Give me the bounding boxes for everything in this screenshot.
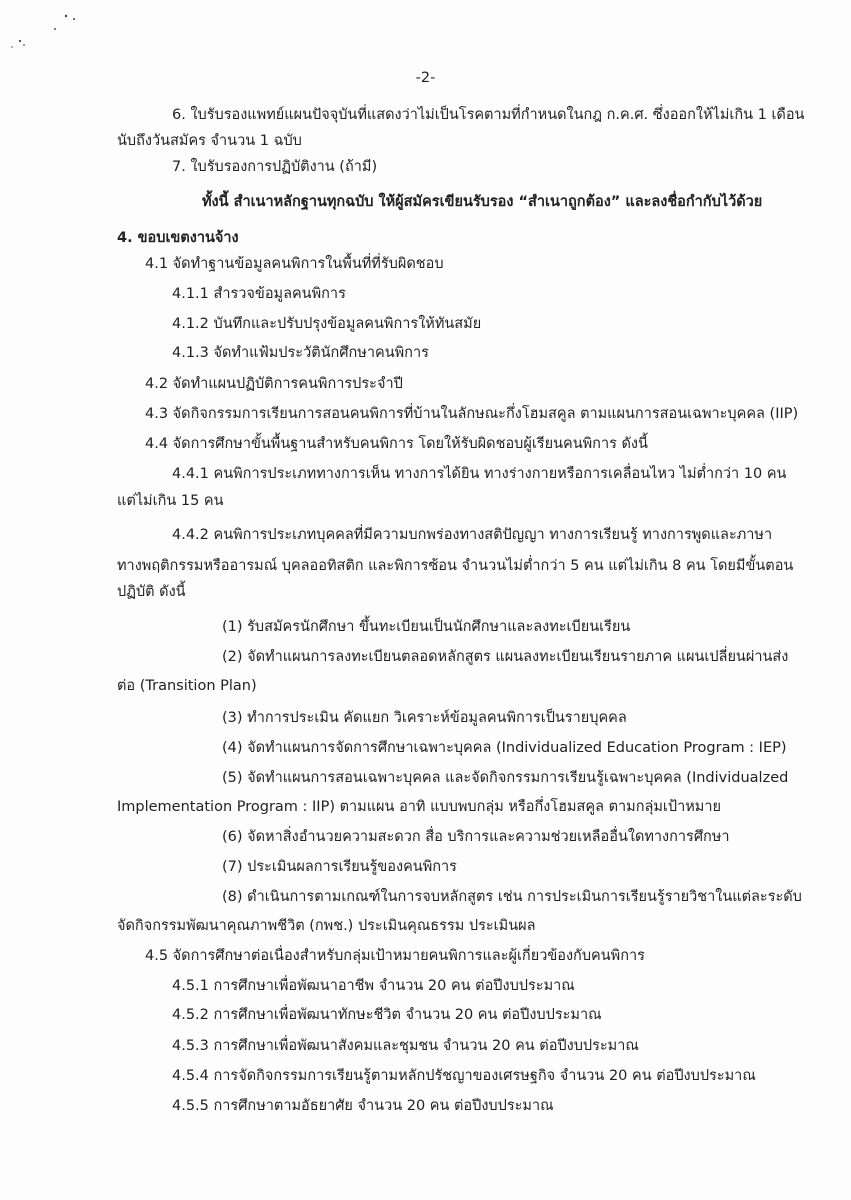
text-line: (6) จัดหาสิ่งอำนวยความสะดวก สื่อ บริการและความช่วยเหลืออื่นใดทางการศึกษา [222, 829, 730, 845]
text-line: 4.4.2 คนพิการประเภทบุคคลที่มีความบกพร่องทางสติปัญญา ทางการเรียนรู้ ทางการพูดและภาษา [172, 527, 773, 543]
text-line: (7) ประเมินผลการเรียนรู้ของคนพิการ [222, 859, 457, 875]
text-line: 4.5.4 การจัดกิจกรรมการเรียนรู้ตามหลักปรัชญาของเศรษฐกิจ จำนวน 20 คน ต่อปีงบประมาณ [172, 1068, 756, 1084]
section-heading: 4. ขอบเขตงานจ้าง [117, 230, 239, 246]
text-line: (5) จัดทำแผนการสอนเฉพาะบุคคล และจัดกิจกรรมการเรียนรู้เฉพาะบุคคล (Individualzed [222, 770, 789, 786]
text-line: แต่ไม่เกิน 15 คน [117, 493, 224, 509]
text-line: 4.1.2 บันทึกและปรับปรุงข้อมูลคนพิการให้ทันสมัย [172, 316, 482, 332]
text-line: (4) จัดทำแผนการจัดการศึกษาเฉพาะบุคคล (Individualized Education Program : IEP) [222, 740, 787, 756]
text-line: 4.1.1 สำรวจข้อมูลคนพิการ [172, 286, 346, 302]
text-line: 4.5.1 การศึกษาเพื่อพัฒนาอาชีพ จำนวน 20 คน ต่อปีงบประมาณ [172, 978, 575, 994]
text-line: 4.5.3 การศึกษาเพื่อพัฒนาสังคมและชุมชน จำนวน 20 คน ต่อปีงบประมาณ [172, 1038, 639, 1054]
text-line: 6. ใบรับรองแพทย์แผนปัจจุบันที่แสดงว่าไม่เป็นโรคตามที่กำหนดในกฎ ก.ค.ศ. ซึ่งออกให้ไม่เกิน 1 เดือน [172, 107, 805, 123]
scan-speck-marks [8, 10, 78, 50]
text-line: 4.5.5 การศึกษาตามอัธยาศัย จำนวน 20 คน ต่อปีงบประมาณ [172, 1098, 554, 1114]
page-number: -2- [415, 70, 436, 86]
text-line: 4.4.1 คนพิการประเภททางการเห็น ทางการได้ยิน ทางร่างกายหรือการเคลื่อนไหว ไม่ต่ำกว่า 10 คน [172, 466, 787, 482]
text-line: 4.4 จัดการศึกษาขั้นพื้นฐานสำหรับคนพิการ โดยให้รับผิดชอบผู้เรียนคนพิการ ดังนี้ [145, 436, 648, 452]
text-line: (1) รับสมัครนักศึกษา ขึ้นทะเบียนเป็นนักศึกษาและลงทะเบียนเรียน [222, 619, 631, 635]
notice-line: ทั้งนี้ สำเนาหลักฐานทุกฉบับ ให้ผู้สมัครเขียนรับรอง “สำเนาถูกต้อง” และลงชื่อกำกับไว้ด้วย [202, 194, 763, 210]
text-line: (3) ทำการประเมิน คัดแยก วิเคราะห์ข้อมูลคนพิการเป็นรายบุคคล [222, 710, 627, 726]
text-line: (2) จัดทำแผนการลงทะเบียนตลอดหลักสูตร แผนลงทะเบียนเรียนรายภาค แผนเปลี่ยนผ่านส่ง [222, 649, 789, 665]
text-line: จัดกิจกรรมพัฒนาคุณภาพชีวิต (กพช.) ประเมินคุณธรรม ประเมินผล [117, 918, 536, 934]
text-line: 4.5 จัดการศึกษาต่อเนื่องสำหรับกลุ่มเป้าหมายคนพิการและผู้เกี่ยวข้องกับคนพิการ [145, 948, 645, 964]
text-line: 4.1.3 จัดทำแฟ้มประวัตินักศึกษาคนพิการ [172, 345, 429, 361]
text-line: Implementation Program : IIP) ตามแผน อาทิ แบบพบกลุ่ม หรือกึ่งโฮมสคูล ตามกลุ่มเป้าหมาย [117, 799, 721, 815]
text-line: ต่อ (Transition Plan) [117, 678, 257, 694]
text-line: 4.3 จัดกิจกรรมการเรียนการสอนคนพิการที่บ้านในลักษณะกึ่งโฮมสคูล ตามแผนการสอนเฉพาะบุคคล (IIP) [145, 406, 799, 422]
text-line: ทางพฤติกรรมหรืออารมณ์ บุคลออทิสติก และพิการซ้อน จำนวนไม่ต่ำกว่า 5 คน แต่ไม่เกิน 8 คน โดยมีขั้นตอน [117, 558, 794, 574]
text-line: ปฏิบัติ ดังนี้ [117, 584, 186, 600]
text-line: 4.5.2 การศึกษาเพื่อพัฒนาทักษะชีวิต จำนวน 20 คน ต่อปีงบประมาณ [172, 1007, 602, 1023]
text-line: 4.2 จัดทำแผนปฏิบัติการคนพิการประจำปี [145, 376, 403, 392]
text-line: 7. ใบรับรองการปฏิบัติงาน (ถ้ามี) [172, 159, 378, 175]
text-line: นับถึงวันสมัคร จำนวน 1 ฉบับ [117, 133, 302, 149]
text-line: 4.1 จัดทำฐานข้อมูลคนพิการในพื้นที่ที่รับผิดชอบ [145, 256, 444, 272]
text-line: (8) ดำเนินการตามเกณฑ์ในการจบหลักสูตร เช่น การประเมินการเรียนรู้รายวิชาในแต่ละระดับ [222, 889, 802, 905]
